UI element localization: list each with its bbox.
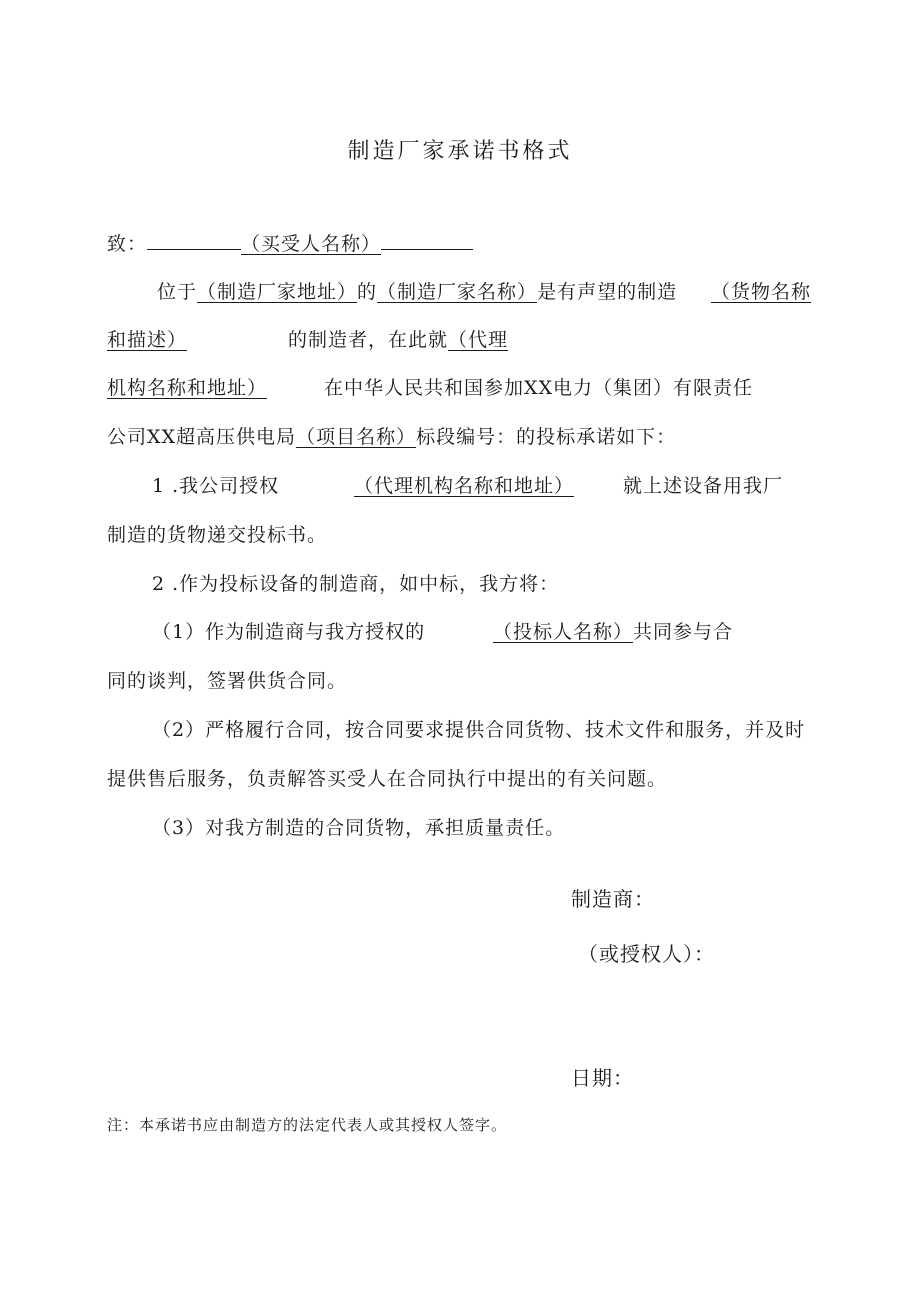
p1-text-4: 的制造者，在此就 xyxy=(288,329,449,351)
date-label: 日期： xyxy=(571,1066,634,1090)
goods-name-field-part-1: （货物名称 xyxy=(711,281,812,303)
sub-2-text-1: 严格履行合同，按合同要求提供合同货物、技术文件和服务，并及时 xyxy=(205,719,806,741)
item-2-text: .作为投标设备的制造商，如中标，我方将： xyxy=(172,573,560,595)
sub-1-line-1-b xyxy=(493,620,733,644)
manufacturer-name-field: （制造厂家名称） xyxy=(377,281,538,303)
p1-text-1: 位于 xyxy=(157,281,198,303)
addressee-label: 致： xyxy=(107,233,148,255)
paragraph-1-line-1 xyxy=(157,280,677,304)
sub-1-line-1 xyxy=(152,620,425,644)
addressee-field: （买受人名称） xyxy=(241,233,382,255)
p1-text-6: 公司XX超高压供电局 xyxy=(107,426,297,448)
p1-text-7: 标段编号：的投标承诺如下： xyxy=(416,426,677,448)
sub-3-line xyxy=(152,816,565,840)
footnote: 注：本承诺书应由制造方的法定代表人或其授权人签字。 xyxy=(107,1116,508,1134)
addressee-line xyxy=(107,231,473,256)
goods-name-field-part-2: 和描述） xyxy=(107,329,188,351)
project-name-field: （项目名称） xyxy=(296,426,417,448)
agent-field-part-2: 机构名称和地址） xyxy=(107,377,268,399)
authorized-signature-label: （或授权人）： xyxy=(578,942,715,966)
p1-text-3: 是有声望的制造 xyxy=(537,281,678,303)
item-1-line-2: 制造的货物递交投标书。 xyxy=(107,524,328,546)
document-title: 制造厂家承诺书格式 xyxy=(347,139,573,164)
sub-2-line-2: 提供售后服务，负责解答买受人在合同执行中提出的有关问题。 xyxy=(107,768,668,790)
sub-2-line-1 xyxy=(152,718,805,742)
item-1-agent-field: （代理机构名称和地址） xyxy=(354,475,575,497)
item-1-number: 1 xyxy=(152,475,166,497)
p1-text-2: 的 xyxy=(357,281,378,303)
item-2-line xyxy=(152,572,559,596)
paragraph-1-line-3: 在中华人民共和国参加XX电力（集团）有限责任 xyxy=(324,377,754,399)
addressee-blank-left xyxy=(147,231,241,250)
sub-3-text: 对我方制造的合同货物，承担质量责任。 xyxy=(205,817,566,839)
sub-1-number: （1） xyxy=(152,621,206,643)
sub-3-number: （3） xyxy=(152,817,206,839)
paragraph-1-line-2 xyxy=(288,328,508,352)
item-1-line-1 xyxy=(152,474,279,498)
agent-field-part-1: （代理 xyxy=(448,329,509,351)
paragraph-1-line-4 xyxy=(107,425,676,449)
manufacturer-signature-label: 制造商： xyxy=(571,887,655,911)
addressee-blank-right xyxy=(381,231,473,250)
sub-1-text-1: 作为制造商与我方授权的 xyxy=(205,621,426,643)
item-2-number: 2 xyxy=(152,573,166,595)
item-1-text-2: 就上述设备用我厂 xyxy=(623,475,784,497)
bidder-name-field: （投标人名称） xyxy=(493,621,634,643)
sub-1-text-2: 共同参与合 xyxy=(633,621,734,643)
sub-2-number: （2） xyxy=(152,719,206,741)
manufacturer-address-field: （制造厂家地址） xyxy=(197,281,358,303)
sub-1-line-2: 同的谈判，签署供货合同。 xyxy=(107,670,348,692)
item-1-text-1: .我公司授权 xyxy=(172,475,280,497)
